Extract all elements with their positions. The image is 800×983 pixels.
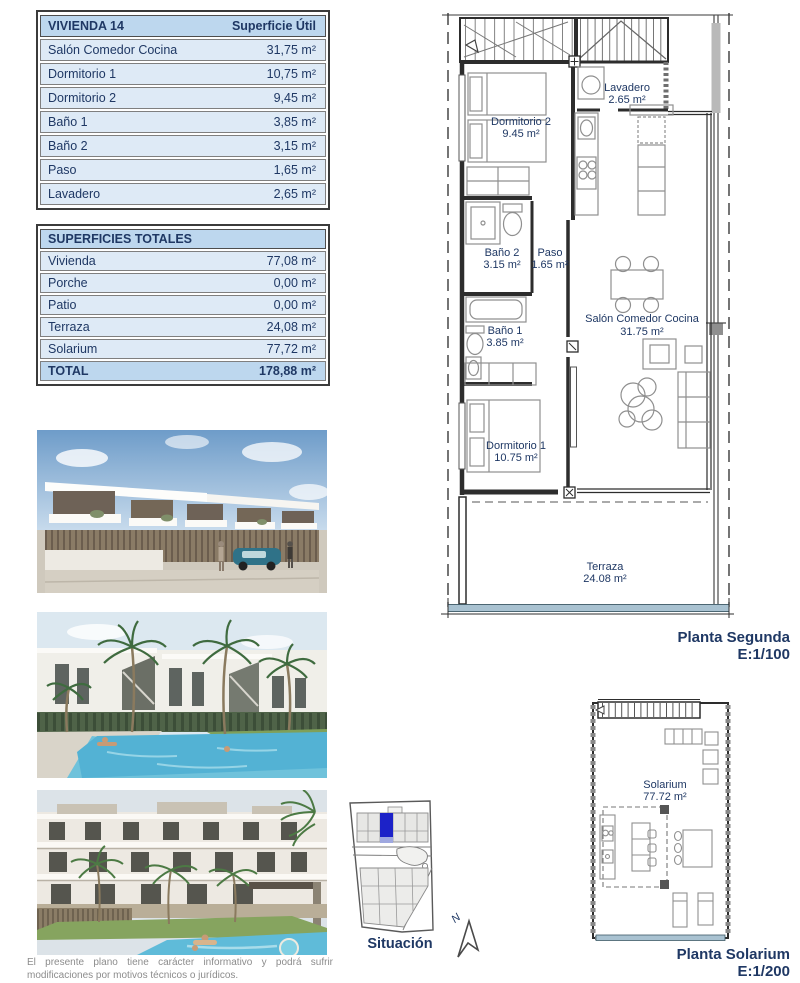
glass-balustrade [448, 605, 729, 612]
table-row: Terraza 24,08 m² [40, 317, 326, 337]
disclaimer-text: El presente plano tiene carácter informativo y podrá sufrir modificaciones por motivos técnicos o jurídicos. [27, 957, 333, 981]
party-wall [706, 15, 726, 604]
room-area-bano2: 3.15 m² [483, 259, 521, 271]
room-label-bano2: Baño 2 [484, 247, 520, 259]
caption-title: Planta Solarium [676, 946, 790, 963]
table-row: Salón Comedor Cocina 31,75 m² [40, 39, 326, 61]
caption-title: Planta Segunda [677, 629, 790, 646]
room-label-salon: Salón Comedor Cocina [585, 313, 699, 325]
room-area-salon: 31.75 m² [620, 326, 664, 338]
table-row: Vivienda 77,08 m² [40, 251, 326, 271]
room-area-terraza: 24.08 m² [583, 573, 627, 585]
person-in-pool [224, 746, 230, 752]
render-townhouses [37, 430, 327, 593]
north-letter: N [449, 911, 464, 926]
vivienda-surface-table [36, 10, 330, 210]
room-label-dormitorio2: Dormitorio 2 [491, 116, 551, 128]
caption-planta-solarium [677, 946, 790, 981]
caption-planta-segunda [677, 629, 790, 664]
terraza [441, 497, 734, 618]
caption-scale: E:1/100 [737, 646, 790, 664]
photo-exterior-render-2 [37, 790, 327, 955]
stairs [460, 18, 668, 62]
table-title: SUPERFICIES TOTALES [48, 232, 193, 246]
table-row: Porche 0,00 m² [40, 273, 326, 293]
table-row: Paso 1,65 m² [40, 159, 326, 181]
room-label-terraza: Terraza [586, 561, 624, 573]
table-row: Lavadero 2,65 m² [40, 183, 326, 205]
table-row: Dormitorio 1 10,75 m² [40, 63, 326, 85]
table-total-row: TOTAL 178,88 m² [40, 361, 326, 381]
person-in-pool [192, 945, 198, 951]
compass-needle [458, 921, 478, 957]
photo-exterior-render-1 [37, 430, 327, 593]
render-pool [37, 612, 327, 778]
photo-pool-render [37, 612, 327, 778]
room-label-lavadero: Lavadero [604, 82, 650, 94]
furniture-salon [611, 257, 710, 449]
solarium-labels [643, 779, 687, 803]
room-area-dormitorio2: 9.45 m² [502, 128, 540, 140]
room-area-lavadero: 2.65 m² [608, 94, 646, 106]
table-header-row [40, 15, 326, 37]
room-label-dormitorio1: Dormitorio 1 [486, 440, 546, 452]
render-apartments [37, 790, 327, 955]
totals-table [36, 224, 330, 386]
glass-balustrade [596, 935, 725, 941]
north-arrow [442, 905, 490, 963]
caption-scale: E:1/200 [737, 963, 790, 981]
table-row: Solarium 77,72 m² [40, 339, 326, 359]
room-label-solarium: Solarium [643, 779, 687, 791]
furniture-bano2 [466, 202, 522, 244]
table-row: Baño 1 3,85 m² [40, 111, 326, 133]
solarium-walls [593, 703, 728, 938]
table-row: Baño 2 3,15 m² [40, 135, 326, 157]
table-header-right: Superficie Útil [231, 19, 316, 33]
table-row: Dormitorio 2 9,45 m² [40, 87, 326, 109]
jacuzzi [280, 939, 298, 955]
situation-label: Situación [367, 936, 433, 952]
kitchen [575, 105, 673, 215]
lavadero-appliances [578, 67, 604, 99]
room-area-dormitorio1: 10.75 m² [494, 452, 538, 464]
room-area-paso: 1.65 m² [531, 259, 569, 271]
room-label-bano1: Baño 1 [487, 325, 523, 337]
room-area-bano1: 3.85 m² [486, 337, 524, 349]
table-row: Patio 0,00 m² [40, 295, 326, 315]
solarium-stairs [596, 700, 700, 719]
highlighted-plot-terrace [380, 837, 393, 843]
floor-plan-planta-segunda [440, 5, 795, 620]
highlighted-plot [380, 813, 393, 837]
table-title: VIVIENDA 14 [48, 19, 124, 33]
floor-plan-planta-solarium [580, 693, 740, 983]
table-header-row [40, 229, 326, 249]
room-area-solarium: 77.72 m² [643, 791, 687, 803]
room-label-paso: Paso [537, 247, 563, 259]
